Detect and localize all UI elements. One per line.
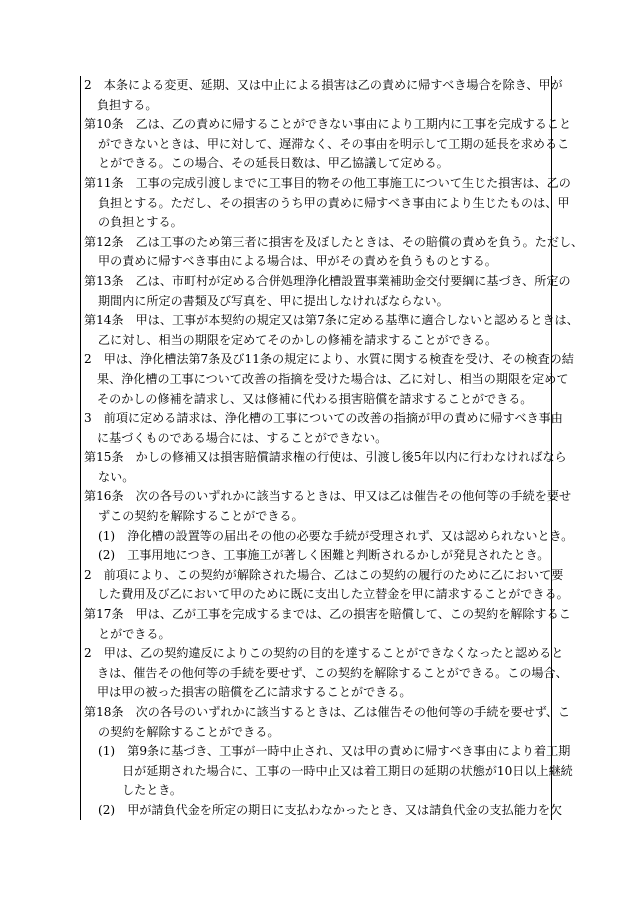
text-line: 日が延期された場合に、工事の一時中止又は着工期日の延期の状態が10日以上継続 [122, 763, 573, 778]
text-line: きは、催告その他何等の手続を要せず、この契約を解除することができる。この場合、 [97, 665, 568, 680]
text-line: の契約を解除することができる。 [98, 724, 280, 739]
text-line: 負担とする。ただし、その損害のうち甲の責めに帰すべき事由により生じたものは、甲 [98, 195, 570, 210]
text-line: 2 本条による変更、延期、又は中止による損害は乙の責めに帰すべき場合を除き、甲が [84, 78, 563, 92]
text-line: ない。 [98, 469, 135, 484]
text-line: 第18条 次の各号のいずれかに該当するときは、乙は催告その他何等の手続を要せず、こ [84, 705, 571, 719]
text-line: 第16条 次の各号のいずれかに該当するときは、甲又は乙は催告その他何等の手続を要せ [84, 489, 572, 504]
text-line: ができないときは、甲に対して、遅滞なく、その事由を明示して工期の延長を求めるこ [98, 136, 570, 151]
text-line: 第10条 乙は、乙の責めに帰することができない事由により工期内に工事を完成すること [84, 117, 572, 132]
text-line: したとき。 [122, 783, 182, 798]
text-line: 3 前項に定める請求は、浄化槽の工事についての改善の指摘が甲の責めに帰すべき事由 [84, 411, 563, 426]
text-line: 2 前項により、この契約が解除された場合、乙はこの契約の履行のために乙において要 [84, 567, 564, 582]
text-line: 第11条 工事の完成引渡しまでに工事目的物その他工事施工について生じた損害は、乙の [84, 175, 571, 190]
text-line: 期間内に所定の書類及び写真を、甲に提出しなければならない。 [98, 293, 449, 308]
text-line: 甲は甲の被った損害の賠償を乙に請求することができる。 [97, 685, 412, 700]
text-line: 第13条 乙は、市町村が定める合併処理浄化槽設置事業補助金交付要綱に基づき、所定の [84, 273, 571, 288]
text-line: 第12条 乙は工事のため第三者に損害を及ぼしたときは、その賠償の責めを負う。ただし、 [84, 234, 584, 249]
text-line: 乙に対し、相当の期限を定めてそのかしの修補を請求することができる。 [98, 332, 498, 347]
text-line: 第17条 甲は、乙が工事を完成するまでは、乙の損害を賠償して、この契約を解除するこ [84, 607, 571, 622]
text-line: 第14条 甲は、工事が本契約の規定又は第7条に定める基準に適合しないと認めるときは、 [84, 313, 579, 328]
text-line: (1) 第9条に基づき、工事が一時中止され、又は甲の責めに帰すべき事由により着工期 [98, 744, 571, 759]
text-line: に基づくものである場合には、することができない。 [97, 430, 388, 445]
contract-text [84, 76, 584, 821]
text-line: とができる。この場合、その延長日数は、甲乙協議して定める。 [98, 156, 449, 171]
text-line: した費用及び乙において甲のために既に支出した立替金を甲に請求することができる。 [97, 587, 569, 602]
text-line: (1) 浄化槽の設置等の届出その他の必要な手続が受理されず、又は認められないとき。 [98, 528, 574, 543]
text-line: 2 甲は、乙の契約違反によりこの契約の目的を達することができなくなったと認めると [84, 646, 564, 661]
text-line: とができる。 [98, 626, 171, 641]
text-line: (2) 工事用地につき、工事施工が著しく困難と判断されるかしが発見されたとき。 [98, 548, 550, 563]
text-line: 2 甲は、浄化槽法第7条及び11条の規定により、水質に関する検査を受け、その検査の結 [84, 352, 574, 367]
text-line: そのかしの修補を請求し、又は修補に代わる損害賠償を請求することができる。 [97, 391, 533, 406]
text-line: (2) 甲が請負代金を所定の期日に支払わなかったとき、又は請負代金の支払能力を欠 [98, 802, 563, 817]
text-line: 果、浄化槽の工事について改善の指摘を受けた場合は、乙に対し、相当の期限を定めて [97, 371, 569, 386]
text-line: 第15条 かしの修補又は損害賠償請求権の行使は、引渡し後5年以内に行わなければなら [84, 450, 567, 465]
text-line: ずこの契約を解除することができる。 [98, 509, 304, 524]
text-line: 負担する。 [97, 97, 158, 112]
text-line: の負担とする。 [98, 215, 183, 230]
text-line: 甲の責めに帰すべき事由による場合は、甲がその責めを負うものとする。 [98, 254, 497, 269]
